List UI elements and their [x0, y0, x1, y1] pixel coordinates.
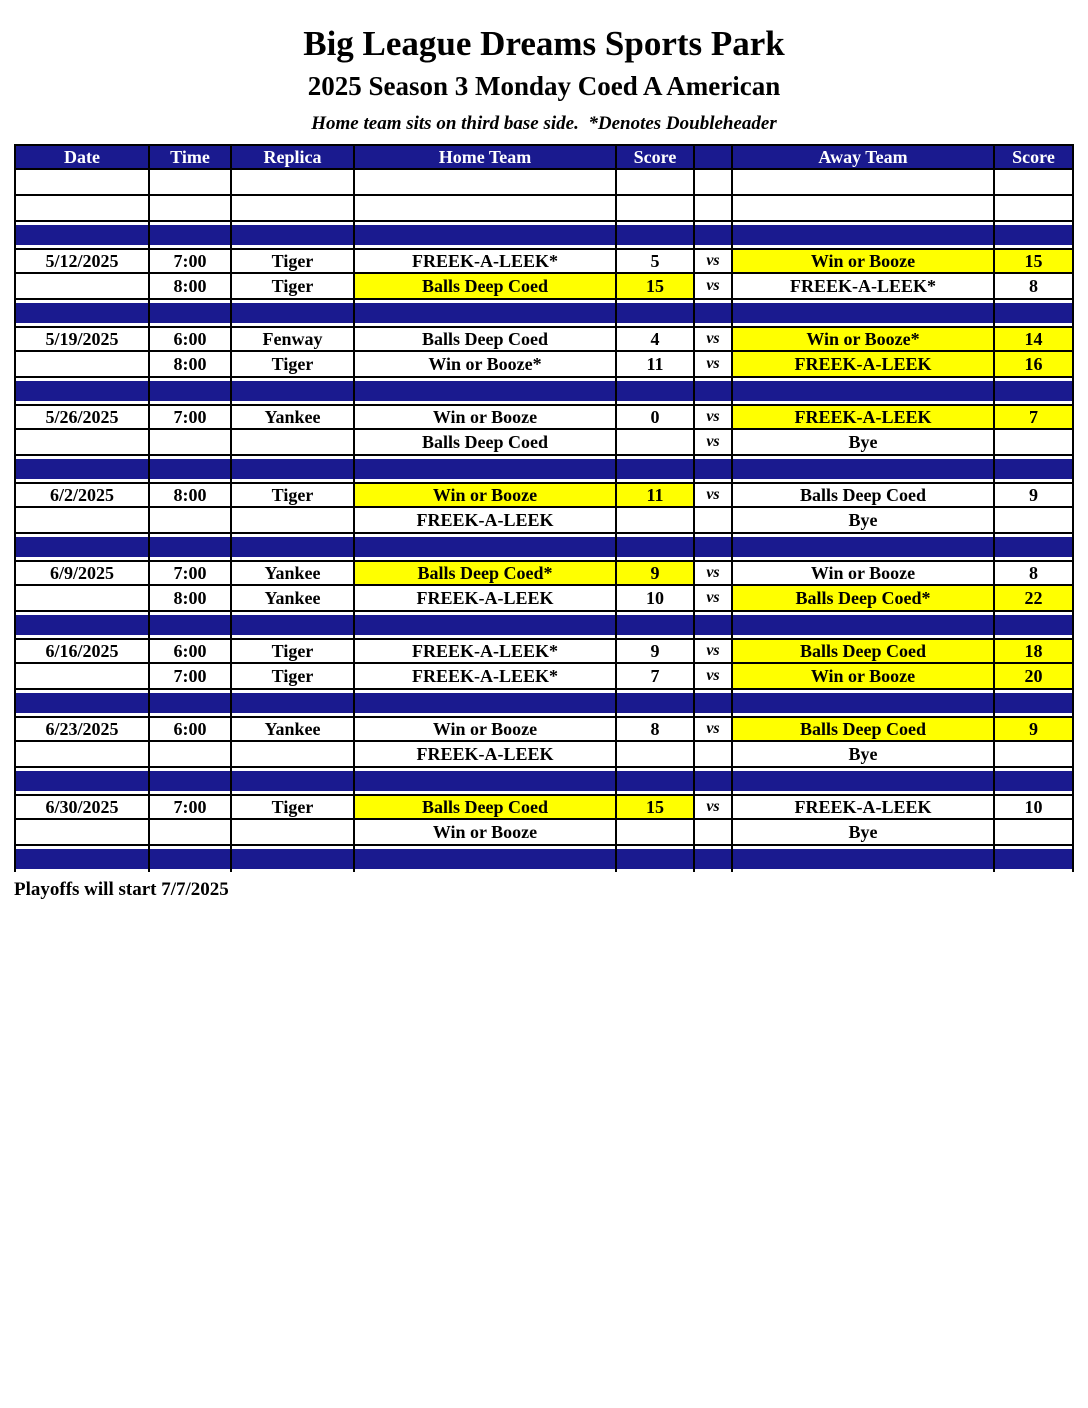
- away-score-cell: 20: [995, 664, 1074, 690]
- header-row: [14, 144, 1074, 170]
- separator-cell: [232, 300, 355, 326]
- header-date: Date: [14, 144, 150, 170]
- replica-cell: [232, 742, 355, 768]
- game-row: [14, 794, 1074, 820]
- home-team-cell: Win or Booze*: [355, 352, 617, 378]
- date-cell: [14, 430, 150, 456]
- separator-row: [14, 846, 1074, 872]
- time-cell: [150, 742, 232, 768]
- date-cell: 5/12/2025: [14, 248, 150, 274]
- vs-cell: vs: [695, 586, 733, 612]
- empty-cell: [150, 170, 232, 196]
- separator-cell: [150, 300, 232, 326]
- header-vs: [695, 144, 733, 170]
- separator-cell: [14, 222, 150, 248]
- game-row: [14, 482, 1074, 508]
- replica-cell: Tiger: [232, 664, 355, 690]
- time-cell: 6:00: [150, 716, 232, 742]
- separator-cell: [14, 456, 150, 482]
- replica-cell: Tiger: [232, 274, 355, 300]
- away-team-cell: Win or Booze: [733, 664, 995, 690]
- home-score-cell: 15: [617, 794, 695, 820]
- separator-cell: [355, 846, 617, 872]
- home-team-cell: FREEK-A-LEEK: [355, 742, 617, 768]
- vs-cell: vs: [695, 274, 733, 300]
- empty-cell: [355, 170, 617, 196]
- away-team-cell: FREEK-A-LEEK: [733, 794, 995, 820]
- home-team-cell: Balls Deep Coed: [355, 326, 617, 352]
- game-row: [14, 274, 1074, 300]
- empty-cell: [617, 196, 695, 222]
- vs-cell: [695, 742, 733, 768]
- separator-cell: [232, 456, 355, 482]
- playoffs-note: Playoffs will start 7/7/2025: [14, 879, 229, 901]
- separator-cell: [995, 456, 1074, 482]
- separator-cell: [14, 690, 150, 716]
- home-score-cell: 5: [617, 248, 695, 274]
- separator-cell: [733, 690, 995, 716]
- vs-cell: vs: [695, 248, 733, 274]
- separator-cell: [355, 300, 617, 326]
- replica-cell: Yankee: [232, 586, 355, 612]
- separator-cell: [617, 534, 695, 560]
- empty-cell: [150, 196, 232, 222]
- home-team-cell: Win or Booze: [355, 820, 617, 846]
- replica-cell: [232, 430, 355, 456]
- time-cell: [150, 508, 232, 534]
- separator-cell: [617, 690, 695, 716]
- home-score-cell: 7: [617, 664, 695, 690]
- vs-cell: vs: [695, 560, 733, 586]
- separator-cell: [14, 768, 150, 794]
- schedule-table: [14, 144, 1074, 872]
- replica-cell: Tiger: [232, 482, 355, 508]
- away-score-cell: [995, 742, 1074, 768]
- time-cell: 7:00: [150, 560, 232, 586]
- separator-row: [14, 222, 1074, 248]
- away-score-cell: 15: [995, 248, 1074, 274]
- date-cell: [14, 274, 150, 300]
- time-cell: 8:00: [150, 352, 232, 378]
- separator-cell: [695, 222, 733, 248]
- empty-cell: [995, 170, 1074, 196]
- separator-cell: [150, 456, 232, 482]
- vs-cell: vs: [695, 404, 733, 430]
- header-away-team: Away Team: [733, 144, 995, 170]
- replica-cell: Yankee: [232, 716, 355, 742]
- date-cell: [14, 820, 150, 846]
- separator-row: [14, 456, 1074, 482]
- empty-cell: [355, 196, 617, 222]
- game-row: [14, 586, 1074, 612]
- home-score-cell: [617, 430, 695, 456]
- replica-cell: [232, 820, 355, 846]
- separator-cell: [150, 378, 232, 404]
- home-team-cell: Win or Booze: [355, 716, 617, 742]
- home-team-cell: FREEK-A-LEEK: [355, 508, 617, 534]
- game-row: [14, 352, 1074, 378]
- away-team-cell: Balls Deep Coed: [733, 482, 995, 508]
- away-team-cell: Bye: [733, 742, 995, 768]
- separator-row: [14, 300, 1074, 326]
- separator-cell: [355, 612, 617, 638]
- game-row: [14, 820, 1074, 846]
- game-row: [14, 430, 1074, 456]
- away-score-cell: 10: [995, 794, 1074, 820]
- away-team-cell: Win or Booze: [733, 248, 995, 274]
- separator-row: [14, 612, 1074, 638]
- empty-cell: [617, 170, 695, 196]
- separator-cell: [617, 222, 695, 248]
- separator-cell: [355, 222, 617, 248]
- separator-cell: [617, 612, 695, 638]
- separator-cell: [232, 846, 355, 872]
- separator-cell: [617, 768, 695, 794]
- away-team-cell: Bye: [733, 820, 995, 846]
- away-score-cell: 8: [995, 560, 1074, 586]
- empty-cell: [733, 196, 995, 222]
- separator-cell: [617, 378, 695, 404]
- away-score-cell: 22: [995, 586, 1074, 612]
- header-time: Time: [150, 144, 232, 170]
- date-cell: 6/23/2025: [14, 716, 150, 742]
- time-cell: [150, 820, 232, 846]
- separator-cell: [232, 612, 355, 638]
- home-team-cell: Win or Booze: [355, 482, 617, 508]
- date-cell: [14, 664, 150, 690]
- time-cell: [150, 430, 232, 456]
- home-team-cell: Balls Deep Coed*: [355, 560, 617, 586]
- away-team-cell: Balls Deep Coed*: [733, 586, 995, 612]
- date-cell: 6/9/2025: [14, 560, 150, 586]
- separator-cell: [617, 300, 695, 326]
- separator-cell: [232, 690, 355, 716]
- separator-cell: [995, 612, 1074, 638]
- separator-cell: [733, 534, 995, 560]
- empty-row: [14, 170, 1074, 196]
- separator-cell: [617, 846, 695, 872]
- home-team-cell: Balls Deep Coed: [355, 274, 617, 300]
- date-cell: [14, 742, 150, 768]
- separator-cell: [355, 534, 617, 560]
- empty-cell: [995, 196, 1074, 222]
- time-cell: 7:00: [150, 664, 232, 690]
- empty-cell: [695, 196, 733, 222]
- home-score-cell: [617, 820, 695, 846]
- separator-cell: [995, 300, 1074, 326]
- replica-cell: [232, 508, 355, 534]
- home-score-cell: 0: [617, 404, 695, 430]
- separator-cell: [232, 534, 355, 560]
- separator-cell: [733, 846, 995, 872]
- separator-cell: [733, 300, 995, 326]
- vs-cell: vs: [695, 638, 733, 664]
- home-team-cell: FREEK-A-LEEK*: [355, 248, 617, 274]
- separator-row: [14, 534, 1074, 560]
- replica-cell: Tiger: [232, 638, 355, 664]
- separator-cell: [150, 222, 232, 248]
- separator-cell: [150, 612, 232, 638]
- separator-cell: [995, 378, 1074, 404]
- game-row: [14, 404, 1074, 430]
- empty-cell: [733, 170, 995, 196]
- separator-cell: [232, 768, 355, 794]
- vs-cell: vs: [695, 326, 733, 352]
- schedule-header: [14, 144, 1074, 170]
- separator-cell: [695, 456, 733, 482]
- away-score-cell: 14: [995, 326, 1074, 352]
- home-score-cell: 9: [617, 638, 695, 664]
- schedule-body: [14, 170, 1074, 872]
- home-score-cell: 11: [617, 352, 695, 378]
- time-cell: 7:00: [150, 794, 232, 820]
- vs-cell: vs: [695, 352, 733, 378]
- separator-cell: [733, 456, 995, 482]
- home-team-note: Home team sits on third base side. *Denotes Doubleheader: [311, 113, 777, 135]
- time-cell: 6:00: [150, 326, 232, 352]
- empty-cell: [14, 196, 150, 222]
- separator-cell: [14, 378, 150, 404]
- time-cell: 7:00: [150, 404, 232, 430]
- home-score-cell: [617, 742, 695, 768]
- home-team-cell: Balls Deep Coed: [355, 430, 617, 456]
- vs-cell: vs: [695, 482, 733, 508]
- time-cell: 8:00: [150, 482, 232, 508]
- header-replica: Replica: [232, 144, 355, 170]
- game-row: [14, 716, 1074, 742]
- separator-cell: [695, 378, 733, 404]
- separator-cell: [995, 534, 1074, 560]
- empty-cell: [695, 170, 733, 196]
- away-team-cell: Balls Deep Coed: [733, 638, 995, 664]
- separator-cell: [695, 690, 733, 716]
- game-row: [14, 248, 1074, 274]
- home-team-cell: Balls Deep Coed: [355, 794, 617, 820]
- game-row: [14, 326, 1074, 352]
- home-score-cell: 11: [617, 482, 695, 508]
- separator-cell: [733, 612, 995, 638]
- away-team-cell: Win or Booze*: [733, 326, 995, 352]
- replica-cell: Tiger: [232, 794, 355, 820]
- away-score-cell: 8: [995, 274, 1074, 300]
- separator-cell: [733, 222, 995, 248]
- home-score-cell: 10: [617, 586, 695, 612]
- separator-cell: [695, 300, 733, 326]
- page-subtitle: 2025 Season 3 Monday Coed A American: [307, 71, 781, 102]
- separator-cell: [14, 612, 150, 638]
- home-team-cell: FREEK-A-LEEK*: [355, 638, 617, 664]
- home-team-cell: Win or Booze: [355, 404, 617, 430]
- separator-cell: [695, 612, 733, 638]
- separator-row: [14, 378, 1074, 404]
- away-score-cell: [995, 430, 1074, 456]
- away-team-cell: Bye: [733, 508, 995, 534]
- home-team-cell: FREEK-A-LEEK*: [355, 664, 617, 690]
- separator-cell: [695, 846, 733, 872]
- away-team-cell: Balls Deep Coed: [733, 716, 995, 742]
- time-cell: 8:00: [150, 274, 232, 300]
- home-score-cell: 4: [617, 326, 695, 352]
- home-score-cell: 15: [617, 274, 695, 300]
- time-cell: 6:00: [150, 638, 232, 664]
- separator-cell: [150, 846, 232, 872]
- separator-cell: [733, 768, 995, 794]
- separator-cell: [355, 690, 617, 716]
- game-row: [14, 664, 1074, 690]
- separator-cell: [355, 456, 617, 482]
- vs-cell: [695, 508, 733, 534]
- away-score-cell: 7: [995, 404, 1074, 430]
- separator-cell: [14, 846, 150, 872]
- empty-cell: [232, 196, 355, 222]
- page-title: Big League Dreams Sports Park: [303, 24, 785, 63]
- separator-row: [14, 768, 1074, 794]
- separator-cell: [150, 690, 232, 716]
- home-score-cell: 8: [617, 716, 695, 742]
- away-score-cell: 9: [995, 482, 1074, 508]
- time-cell: 7:00: [150, 248, 232, 274]
- replica-cell: Fenway: [232, 326, 355, 352]
- header-home-score: Score: [617, 144, 695, 170]
- separator-row: [14, 690, 1074, 716]
- replica-cell: Tiger: [232, 248, 355, 274]
- separator-cell: [150, 534, 232, 560]
- separator-cell: [355, 378, 617, 404]
- date-cell: [14, 508, 150, 534]
- separator-cell: [733, 378, 995, 404]
- home-score-cell: 9: [617, 560, 695, 586]
- vs-cell: [695, 820, 733, 846]
- replica-cell: Yankee: [232, 404, 355, 430]
- header-home-team: Home Team: [355, 144, 617, 170]
- away-team-cell: FREEK-A-LEEK: [733, 404, 995, 430]
- header-away-score: Score: [995, 144, 1074, 170]
- separator-cell: [995, 690, 1074, 716]
- date-cell: 6/16/2025: [14, 638, 150, 664]
- empty-cell: [232, 170, 355, 196]
- date-cell: 6/2/2025: [14, 482, 150, 508]
- game-row: [14, 560, 1074, 586]
- separator-cell: [232, 378, 355, 404]
- vs-cell: vs: [695, 716, 733, 742]
- replica-cell: Yankee: [232, 560, 355, 586]
- separator-cell: [150, 768, 232, 794]
- separator-cell: [995, 222, 1074, 248]
- separator-cell: [617, 456, 695, 482]
- game-row: [14, 508, 1074, 534]
- replica-cell: Tiger: [232, 352, 355, 378]
- time-cell: 8:00: [150, 586, 232, 612]
- separator-cell: [695, 768, 733, 794]
- away-team-cell: Win or Booze: [733, 560, 995, 586]
- vs-cell: vs: [695, 794, 733, 820]
- vs-cell: vs: [695, 430, 733, 456]
- away-score-cell: 9: [995, 716, 1074, 742]
- separator-cell: [695, 534, 733, 560]
- game-row: [14, 638, 1074, 664]
- date-cell: 6/30/2025: [14, 794, 150, 820]
- date-cell: [14, 352, 150, 378]
- away-score-cell: [995, 508, 1074, 534]
- date-cell: 5/26/2025: [14, 404, 150, 430]
- game-row: [14, 742, 1074, 768]
- separator-cell: [995, 768, 1074, 794]
- away-score-cell: 18: [995, 638, 1074, 664]
- away-team-cell: Bye: [733, 430, 995, 456]
- home-team-cell: FREEK-A-LEEK: [355, 586, 617, 612]
- separator-cell: [14, 534, 150, 560]
- separator-cell: [14, 300, 150, 326]
- home-score-cell: [617, 508, 695, 534]
- date-cell: 5/19/2025: [14, 326, 150, 352]
- away-team-cell: FREEK-A-LEEK*: [733, 274, 995, 300]
- separator-cell: [355, 768, 617, 794]
- vs-cell: vs: [695, 664, 733, 690]
- away-score-cell: 16: [995, 352, 1074, 378]
- date-cell: [14, 586, 150, 612]
- empty-row: [14, 196, 1074, 222]
- away-team-cell: FREEK-A-LEEK: [733, 352, 995, 378]
- empty-cell: [14, 170, 150, 196]
- separator-cell: [232, 222, 355, 248]
- away-score-cell: [995, 820, 1074, 846]
- separator-cell: [995, 846, 1074, 872]
